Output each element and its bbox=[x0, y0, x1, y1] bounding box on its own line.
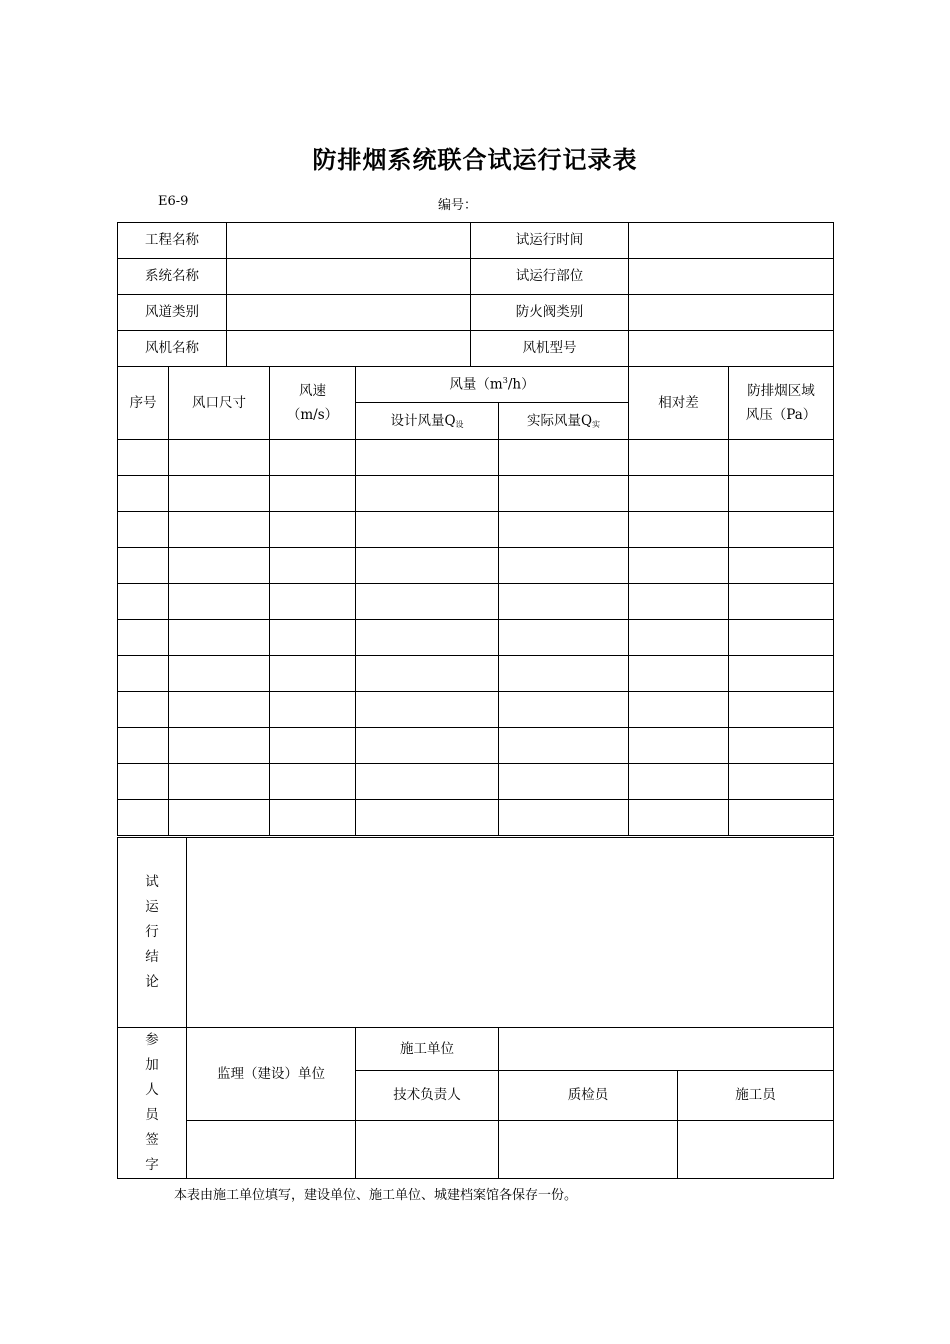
conclusion-label-cell bbox=[118, 838, 187, 1028]
duct-type-field[interactable] bbox=[227, 295, 471, 331]
conclusion-label: 试运行结论 bbox=[145, 874, 159, 990]
outlet-size-cell[interactable] bbox=[169, 656, 270, 692]
fan-name-field[interactable] bbox=[227, 331, 471, 367]
seq-cell[interactable] bbox=[118, 512, 169, 548]
outlet-size-cell[interactable] bbox=[169, 764, 270, 800]
wind-speed-cell[interactable] bbox=[270, 440, 356, 476]
wind-speed-cell[interactable] bbox=[270, 584, 356, 620]
table-row bbox=[118, 800, 834, 836]
relative-diff-cell[interactable] bbox=[629, 692, 729, 728]
actual-volume-cell[interactable] bbox=[499, 764, 629, 800]
design-volume-cell[interactable] bbox=[356, 728, 499, 764]
air-volume-prefix: 风量（m bbox=[449, 376, 503, 393]
system-name-field[interactable] bbox=[227, 259, 471, 295]
design-volume-cell[interactable] bbox=[356, 584, 499, 620]
relative-diff-cell[interactable] bbox=[629, 440, 729, 476]
trial-part-field[interactable] bbox=[629, 259, 834, 295]
relative-diff-cell[interactable] bbox=[629, 800, 729, 836]
outlet-size-cell[interactable] bbox=[169, 440, 270, 476]
relative-diff-cell[interactable] bbox=[629, 584, 729, 620]
footnote: 本表由施工单位填写，建设单位、施工单位、城建档案馆各保存一份。 bbox=[174, 1188, 578, 1203]
relative-diff-cell[interactable] bbox=[629, 620, 729, 656]
zone-pressure-cell[interactable] bbox=[729, 512, 834, 548]
wind-speed-cell[interactable] bbox=[270, 800, 356, 836]
trial-time-field[interactable] bbox=[629, 223, 834, 259]
zone-pressure-cell[interactable] bbox=[729, 728, 834, 764]
contractor-label: 施工单位 bbox=[356, 1028, 499, 1071]
zone-pressure-cell[interactable] bbox=[729, 764, 834, 800]
seq-cell[interactable] bbox=[118, 656, 169, 692]
table-row bbox=[118, 548, 834, 584]
actual-volume-cell[interactable] bbox=[499, 692, 629, 728]
outlet-size-cell[interactable] bbox=[169, 584, 270, 620]
actual-volume-cell[interactable] bbox=[499, 512, 629, 548]
outlet-size-cell[interactable] bbox=[169, 692, 270, 728]
zone-pressure-cell[interactable] bbox=[729, 476, 834, 512]
relative-diff-cell[interactable] bbox=[629, 656, 729, 692]
seq-cell[interactable] bbox=[118, 800, 169, 836]
relative-diff-cell[interactable] bbox=[629, 512, 729, 548]
wind-speed-cell[interactable] bbox=[270, 728, 356, 764]
zone-pressure-cell[interactable] bbox=[729, 548, 834, 584]
actual-volume-cell[interactable] bbox=[499, 620, 629, 656]
seq-cell[interactable] bbox=[118, 584, 169, 620]
signature-label-cell bbox=[118, 1028, 187, 1179]
design-volume-sub: 设 bbox=[455, 419, 464, 429]
damper-type-label: 防火阀类别 bbox=[471, 295, 629, 331]
zone-pressure-cell[interactable] bbox=[729, 656, 834, 692]
design-volume-label: 设计风量Q bbox=[390, 412, 456, 429]
duct-type-label: 风道类别 bbox=[118, 295, 227, 331]
zone-pressure-cell[interactable] bbox=[729, 440, 834, 476]
supervisor-label: 监理（建设）单位 bbox=[187, 1028, 356, 1121]
table-row bbox=[118, 764, 834, 800]
supervisor-signature-field[interactable] bbox=[187, 1120, 356, 1178]
actual-volume-cell[interactable] bbox=[499, 440, 629, 476]
wind-speed-cell[interactable] bbox=[270, 656, 356, 692]
signature-table bbox=[117, 1027, 834, 1179]
conclusion-field[interactable] bbox=[187, 838, 834, 1028]
relative-diff-cell[interactable] bbox=[629, 728, 729, 764]
zone-pressure-cell[interactable] bbox=[729, 620, 834, 656]
inspector-label: 质检员 bbox=[499, 1071, 678, 1120]
table-row bbox=[118, 512, 834, 548]
actual-volume-cell[interactable] bbox=[499, 584, 629, 620]
outlet-size-cell[interactable] bbox=[169, 620, 270, 656]
contractor-field[interactable] bbox=[499, 1028, 834, 1071]
air-volume-suffix: /h） bbox=[507, 376, 535, 393]
outlet-size-cell[interactable] bbox=[169, 728, 270, 764]
trial-part-label: 试运行部位 bbox=[471, 259, 629, 295]
zone-pressure-cell[interactable] bbox=[729, 800, 834, 836]
zone-pressure-cell[interactable] bbox=[729, 692, 834, 728]
system-name-label: 系统名称 bbox=[118, 259, 227, 295]
actual-volume-label: 实际风量Q bbox=[526, 412, 593, 429]
relative-diff-cell[interactable] bbox=[629, 764, 729, 800]
table-row bbox=[118, 440, 834, 476]
wind-speed-cell[interactable] bbox=[270, 548, 356, 584]
zone-pressure-header bbox=[729, 367, 834, 440]
zone-pressure-cell[interactable] bbox=[729, 584, 834, 620]
zone-pressure-line1: 防排烟区域 bbox=[747, 383, 815, 399]
design-volume-cell[interactable] bbox=[356, 512, 499, 548]
table-row bbox=[118, 656, 834, 692]
relative-diff-cell[interactable] bbox=[629, 548, 729, 584]
project-name-label: 工程名称 bbox=[118, 223, 227, 259]
fan-name-label: 风机名称 bbox=[118, 331, 227, 367]
seq-cell[interactable] bbox=[118, 728, 169, 764]
inspector-signature-field[interactable] bbox=[499, 1120, 678, 1178]
actual-volume-cell[interactable] bbox=[499, 476, 629, 512]
seq-header: 序号 bbox=[118, 367, 169, 440]
design-volume-cell[interactable] bbox=[356, 548, 499, 584]
trial-time-label: 试运行时间 bbox=[471, 223, 629, 259]
wind-speed-cell[interactable] bbox=[270, 692, 356, 728]
form-code: E6-9 bbox=[158, 194, 189, 209]
wind-speed-cell[interactable] bbox=[270, 512, 356, 548]
seq-cell[interactable] bbox=[118, 764, 169, 800]
actual-volume-cell[interactable] bbox=[499, 800, 629, 836]
table-row bbox=[118, 692, 834, 728]
air-volume-header bbox=[356, 367, 629, 403]
outlet-size-cell[interactable] bbox=[169, 800, 270, 836]
worker-signature-field[interactable] bbox=[678, 1120, 834, 1178]
design-volume-cell[interactable] bbox=[356, 440, 499, 476]
seq-cell[interactable] bbox=[118, 476, 169, 512]
wind-speed-cell[interactable] bbox=[270, 476, 356, 512]
seq-cell[interactable] bbox=[118, 620, 169, 656]
design-volume-header bbox=[356, 403, 499, 440]
actual-volume-cell[interactable] bbox=[499, 548, 629, 584]
relative-diff-cell[interactable] bbox=[629, 476, 729, 512]
relative-diff-header: 相对差 bbox=[629, 367, 729, 440]
tech-lead-label: 技术负责人 bbox=[356, 1071, 499, 1120]
design-volume-cell[interactable] bbox=[356, 800, 499, 836]
actual-volume-header bbox=[499, 403, 629, 440]
actual-volume-sub: 实 bbox=[592, 419, 601, 429]
measurement-table bbox=[117, 366, 834, 836]
wind-speed-header bbox=[270, 367, 356, 440]
outlet-size-cell[interactable] bbox=[169, 548, 270, 584]
design-volume-cell[interactable] bbox=[356, 656, 499, 692]
project-name-field[interactable] bbox=[227, 223, 471, 259]
design-volume-cell[interactable] bbox=[356, 476, 499, 512]
actual-volume-cell[interactable] bbox=[499, 656, 629, 692]
table-row bbox=[118, 584, 834, 620]
fan-model-field[interactable] bbox=[629, 331, 834, 367]
design-volume-cell[interactable] bbox=[356, 692, 499, 728]
seq-cell[interactable] bbox=[118, 692, 169, 728]
wind-speed-label: 风速 bbox=[299, 383, 326, 399]
conclusion-table bbox=[117, 837, 834, 1028]
wind-speed-cell[interactable] bbox=[270, 764, 356, 800]
damper-type-field[interactable] bbox=[629, 295, 834, 331]
design-volume-cell[interactable] bbox=[356, 620, 499, 656]
seq-cell[interactable] bbox=[118, 440, 169, 476]
wind-speed-unit: （m/s） bbox=[286, 407, 339, 423]
zone-pressure-line2: 风压（Pa） bbox=[745, 407, 817, 423]
outlet-size-header: 风口尺寸 bbox=[169, 367, 270, 440]
signature-label: 参加人员签字 bbox=[145, 1032, 159, 1173]
info-table bbox=[117, 222, 834, 367]
table-row bbox=[118, 728, 834, 764]
data-rows bbox=[118, 440, 834, 836]
wind-speed-cell[interactable] bbox=[270, 620, 356, 656]
form-title: 防排烟系统联合试运行记录表 bbox=[312, 145, 638, 174]
fan-model-label: 风机型号 bbox=[471, 331, 629, 367]
table-row bbox=[118, 476, 834, 512]
outlet-size-cell[interactable] bbox=[169, 476, 270, 512]
air-volume-sup: 3 bbox=[502, 376, 508, 386]
design-volume-cell[interactable] bbox=[356, 764, 499, 800]
serial-label: 编号： bbox=[438, 198, 478, 213]
table-row bbox=[118, 620, 834, 656]
outlet-size-cell[interactable] bbox=[169, 512, 270, 548]
tech-lead-signature-field[interactable] bbox=[356, 1120, 499, 1178]
seq-cell[interactable] bbox=[118, 548, 169, 584]
actual-volume-cell[interactable] bbox=[499, 728, 629, 764]
worker-label: 施工员 bbox=[678, 1071, 834, 1120]
